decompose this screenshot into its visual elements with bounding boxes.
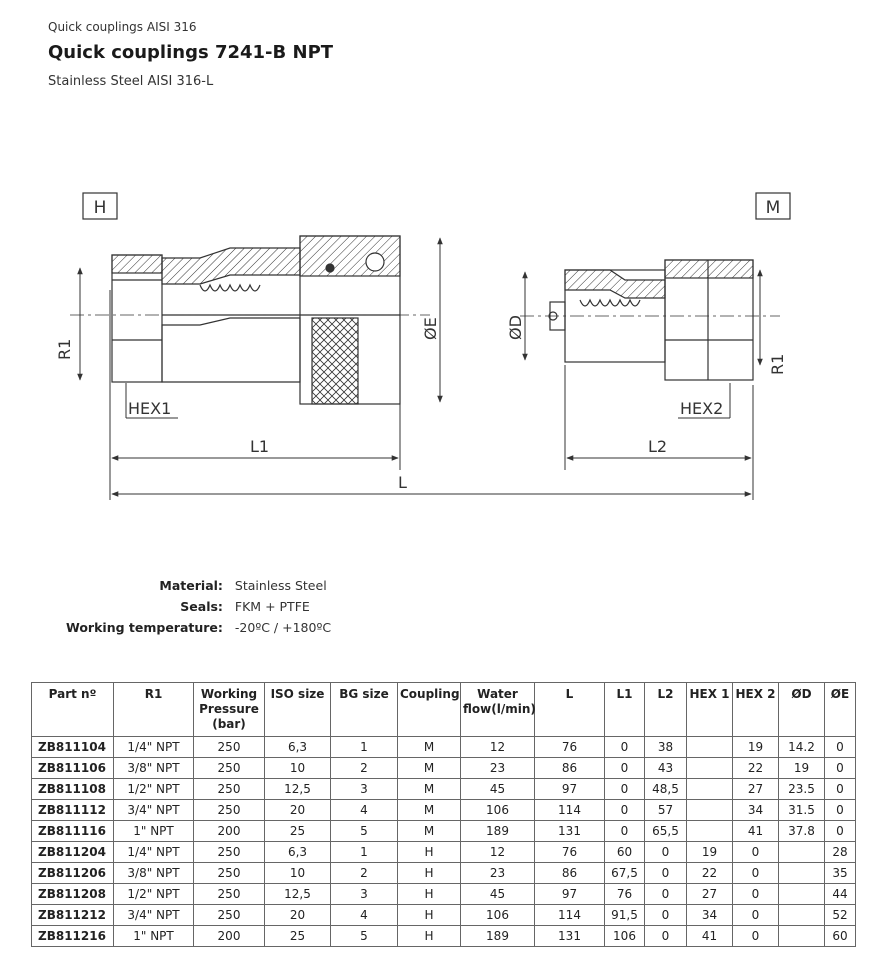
part-number-cell: ZB811108 — [32, 779, 114, 800]
table-cell — [687, 821, 733, 842]
table-cell: 3/4" NPT — [114, 800, 194, 821]
table-cell: 0 — [605, 821, 645, 842]
table-cell: 12,5 — [265, 884, 331, 905]
table-cell: 91,5 — [605, 905, 645, 926]
table-cell: 22 — [733, 758, 779, 779]
table-cell: 5 — [331, 926, 398, 947]
table-cell: 28 — [825, 842, 856, 863]
table-cell: 0 — [733, 884, 779, 905]
table-cell: 114 — [535, 800, 605, 821]
table-cell: 250 — [194, 905, 265, 926]
column-header: HEX 2 — [733, 683, 779, 737]
label-hex2: HEX2 — [680, 399, 724, 418]
table-cell: 1 — [331, 842, 398, 863]
table-cell: 23 — [461, 863, 535, 884]
part-number-cell: ZB811104 — [32, 737, 114, 758]
table-cell: 1 — [331, 737, 398, 758]
spec-value: FKM + PTFE — [234, 599, 310, 614]
page-title: Quick couplings 7241-B NPT — [48, 42, 334, 63]
table-cell — [779, 863, 825, 884]
label-m: M — [765, 198, 781, 218]
table-cell: 0 — [645, 842, 687, 863]
column-header: Part nº — [32, 683, 114, 737]
table-cell: 34 — [733, 800, 779, 821]
column-header: ISO size — [265, 683, 331, 737]
table-cell: 44 — [825, 884, 856, 905]
table-row — [32, 737, 856, 758]
table-cell: 12 — [461, 842, 535, 863]
page-subtitle: Stainless Steel AISI 316-L — [48, 74, 214, 89]
table-cell — [779, 842, 825, 863]
table-cell: 3/8" NPT — [114, 758, 194, 779]
table-cell: 106 — [461, 800, 535, 821]
table-cell: 5 — [331, 821, 398, 842]
spec-row — [60, 596, 337, 617]
table-cell: 0 — [605, 800, 645, 821]
table-cell: 45 — [461, 779, 535, 800]
table-cell: 86 — [535, 863, 605, 884]
table-cell: 4 — [331, 905, 398, 926]
table-cell: M — [398, 737, 461, 758]
part-number-cell: ZB811112 — [32, 800, 114, 821]
table-cell — [687, 758, 733, 779]
column-header: Working Pressure (bar) — [194, 683, 265, 737]
table-cell: 0 — [605, 737, 645, 758]
table-cell: 4 — [331, 800, 398, 821]
table-cell: 3 — [331, 884, 398, 905]
column-header: ØE — [825, 683, 856, 737]
table-cell: H — [398, 842, 461, 863]
table-cell: 23.5 — [779, 779, 825, 800]
table-cell: 1/2" NPT — [114, 884, 194, 905]
table-cell: 23 — [461, 758, 535, 779]
table-cell: 1/4" NPT — [114, 842, 194, 863]
table-row — [32, 758, 856, 779]
column-header: BG size — [331, 683, 398, 737]
table-cell: 0 — [825, 800, 856, 821]
table-cell: 250 — [194, 884, 265, 905]
table-cell: 25 — [265, 821, 331, 842]
spec-value: -20ºC / +180ºC — [234, 620, 332, 635]
table-cell: 41 — [733, 821, 779, 842]
label-r1-left: R1 — [55, 338, 74, 360]
column-header: L — [535, 683, 605, 737]
label-od: ØD — [506, 315, 525, 340]
table-cell: 189 — [461, 926, 535, 947]
table-cell — [687, 737, 733, 758]
table-cell: 6,3 — [265, 737, 331, 758]
table-cell: 41 — [687, 926, 733, 947]
table-cell: H — [398, 926, 461, 947]
part-number-cell: ZB811204 — [32, 842, 114, 863]
label-r1-right: R1 — [768, 353, 787, 375]
table-cell: 57 — [645, 800, 687, 821]
table-cell: 114 — [535, 905, 605, 926]
column-header: L2 — [645, 683, 687, 737]
male-coupling-drawing — [520, 260, 780, 380]
table-cell: 19 — [687, 842, 733, 863]
column-header: Water flow(l/min) — [461, 683, 535, 737]
specs-table — [60, 575, 337, 638]
table-cell: 250 — [194, 779, 265, 800]
table-cell: 43 — [645, 758, 687, 779]
table-cell — [779, 926, 825, 947]
table-cell: 106 — [605, 926, 645, 947]
part-number-cell: ZB811116 — [32, 821, 114, 842]
table-cell: 38 — [645, 737, 687, 758]
column-header: R1 — [114, 683, 194, 737]
breadcrumb: Quick couplings AISI 316 — [48, 20, 197, 34]
part-number-cell: ZB811212 — [32, 905, 114, 926]
table-cell: 0 — [825, 821, 856, 842]
table-cell: 0 — [645, 884, 687, 905]
table-cell: 0 — [605, 758, 645, 779]
table-cell: 0 — [645, 926, 687, 947]
table-row — [32, 779, 856, 800]
table-cell: 76 — [535, 737, 605, 758]
table-cell: 27 — [687, 884, 733, 905]
table-cell: 3/8" NPT — [114, 863, 194, 884]
part-number-cell: ZB811206 — [32, 863, 114, 884]
table-cell: 250 — [194, 863, 265, 884]
table-cell: 19 — [779, 758, 825, 779]
table-cell: 27 — [733, 779, 779, 800]
part-number-cell: ZB811216 — [32, 926, 114, 947]
table-cell — [779, 905, 825, 926]
table-cell: 3 — [331, 779, 398, 800]
column-header: L1 — [605, 683, 645, 737]
table-cell: M — [398, 821, 461, 842]
technical-drawing — [0, 150, 891, 510]
table-cell: 52 — [825, 905, 856, 926]
table-cell: 0 — [825, 758, 856, 779]
column-header: HEX 1 — [687, 683, 733, 737]
spec-row — [60, 575, 337, 596]
table-cell: 106 — [461, 905, 535, 926]
table-cell — [687, 779, 733, 800]
table-cell: 250 — [194, 800, 265, 821]
spec-label: Material: — [159, 578, 223, 593]
table-cell: 60 — [605, 842, 645, 863]
table-cell: 19 — [733, 737, 779, 758]
table-cell: 97 — [535, 884, 605, 905]
spec-row — [60, 617, 337, 638]
table-cell: 200 — [194, 821, 265, 842]
table-cell — [779, 884, 825, 905]
part-number-cell: ZB811106 — [32, 758, 114, 779]
table-row — [32, 884, 856, 905]
table-cell: 0 — [733, 926, 779, 947]
part-number-cell: ZB811208 — [32, 884, 114, 905]
table-cell: 189 — [461, 821, 535, 842]
table-cell: 0 — [825, 779, 856, 800]
table-cell: 14.2 — [779, 737, 825, 758]
table-cell: M — [398, 779, 461, 800]
table-cell: 67,5 — [605, 863, 645, 884]
label-l2: L2 — [648, 437, 668, 456]
label-hex1: HEX1 — [128, 399, 172, 418]
female-coupling-drawing — [70, 236, 430, 404]
table-cell: 0 — [645, 905, 687, 926]
table-cell: 22 — [687, 863, 733, 884]
table-cell: 97 — [535, 779, 605, 800]
table-cell: 200 — [194, 926, 265, 947]
table-cell: 0 — [733, 842, 779, 863]
table-cell: 86 — [535, 758, 605, 779]
spec-value: Stainless Steel — [234, 578, 327, 593]
label-l: L — [398, 473, 407, 492]
table-cell: H — [398, 905, 461, 926]
table-cell: 1" NPT — [114, 926, 194, 947]
table-cell: 6,3 — [265, 842, 331, 863]
table-row — [32, 821, 856, 842]
table-cell: 0 — [825, 737, 856, 758]
label-h: H — [93, 198, 107, 218]
table-cell: 31.5 — [779, 800, 825, 821]
table-row — [32, 905, 856, 926]
table-cell: 250 — [194, 842, 265, 863]
table-cell: 10 — [265, 863, 331, 884]
table-cell: 3/4" NPT — [114, 905, 194, 926]
table-row — [32, 926, 856, 947]
table-cell: 76 — [605, 884, 645, 905]
table-cell: H — [398, 863, 461, 884]
table-cell: 20 — [265, 905, 331, 926]
table-cell — [687, 800, 733, 821]
table-cell: 35 — [825, 863, 856, 884]
table-row — [32, 800, 856, 821]
table-row — [32, 863, 856, 884]
column-header: ØD — [779, 683, 825, 737]
table-cell: 1/4" NPT — [114, 737, 194, 758]
label-oe: ØE — [421, 317, 440, 340]
spec-label: Working temperature: — [66, 620, 223, 635]
table-cell: 2 — [331, 863, 398, 884]
table-row — [32, 842, 856, 863]
table-cell: 131 — [535, 926, 605, 947]
table-cell: 12,5 — [265, 779, 331, 800]
table-cell: 20 — [265, 800, 331, 821]
table-cell: 65,5 — [645, 821, 687, 842]
table-cell: 48,5 — [645, 779, 687, 800]
table-cell: 0 — [733, 863, 779, 884]
table-cell: 10 — [265, 758, 331, 779]
table-cell: 1/2" NPT — [114, 779, 194, 800]
table-cell: 34 — [687, 905, 733, 926]
table-cell: 2 — [331, 758, 398, 779]
table-cell: M — [398, 758, 461, 779]
table-cell: M — [398, 800, 461, 821]
table-cell: 25 — [265, 926, 331, 947]
table-cell: 0 — [645, 863, 687, 884]
table-cell: 250 — [194, 758, 265, 779]
table-cell: 1" NPT — [114, 821, 194, 842]
parts-table — [31, 682, 856, 947]
table-cell: H — [398, 884, 461, 905]
table-cell: 0 — [733, 905, 779, 926]
table-cell: 250 — [194, 737, 265, 758]
table-cell: 60 — [825, 926, 856, 947]
column-header: Coupling — [398, 683, 461, 737]
table-cell: 45 — [461, 884, 535, 905]
label-l1: L1 — [250, 437, 270, 456]
table-cell: 131 — [535, 821, 605, 842]
table-cell: 37.8 — [779, 821, 825, 842]
spec-label: Seals: — [180, 599, 223, 614]
table-cell: 12 — [461, 737, 535, 758]
table-cell: 76 — [535, 842, 605, 863]
table-cell: 0 — [605, 779, 645, 800]
